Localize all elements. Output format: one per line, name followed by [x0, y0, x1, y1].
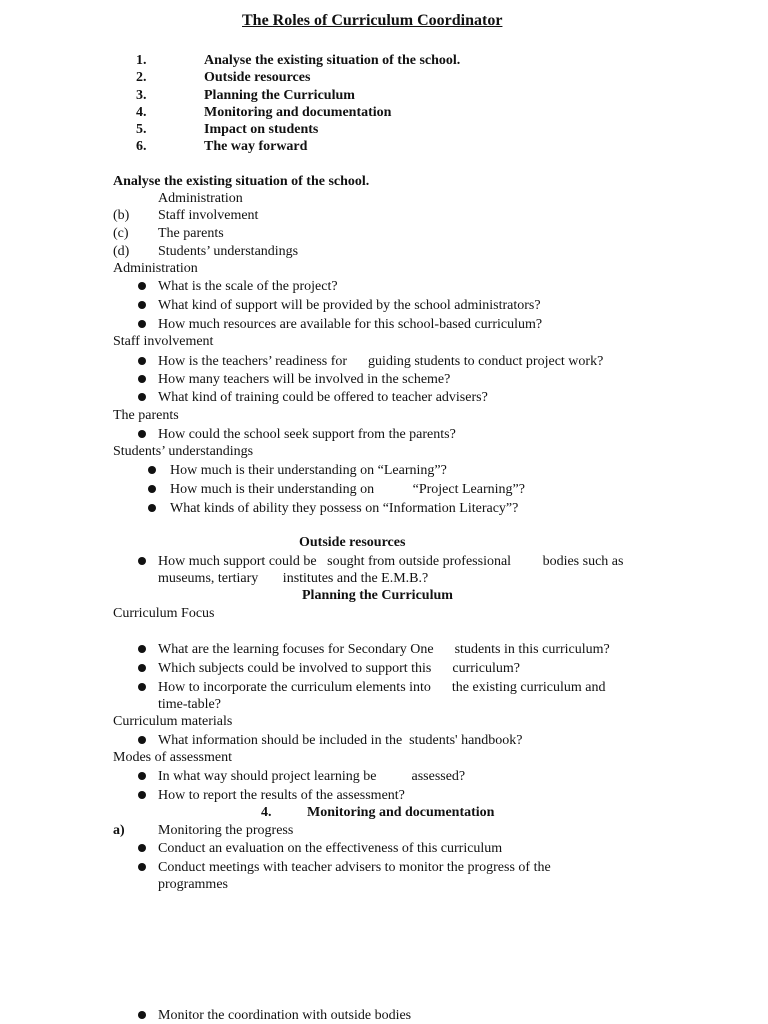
- bullet-icon: [138, 791, 146, 799]
- bullet-text: How could the school seek support from the parents?: [158, 427, 456, 442]
- outline-item: Planning the Curriculum: [204, 88, 355, 103]
- group-label: Curriculum materials: [113, 714, 233, 729]
- item-letter: a): [113, 823, 125, 838]
- section-number: 4.: [261, 805, 272, 820]
- section-heading-monitoring: Monitoring and documentation: [307, 805, 495, 820]
- bullet-text: Conduct meetings with teacher advisers to monitor the progress of the: [158, 860, 551, 875]
- bullet-icon: [138, 393, 146, 401]
- bullet-text: What kinds of ability they possess on “Information Literacy”?: [170, 501, 519, 516]
- sub-item-letter: (d): [113, 244, 130, 259]
- bullet-icon: [138, 683, 146, 691]
- bullet-text-continued: museums, tertiary institutes and the E.M.B.?: [158, 571, 429, 586]
- sub-item-letter: (c): [113, 226, 129, 241]
- bullet-icon: [138, 375, 146, 383]
- bullet-icon: [138, 430, 146, 438]
- sub-item-letter: (b): [113, 208, 130, 223]
- section-heading-planning: Planning the Curriculum: [302, 588, 453, 603]
- bullet-text: How much support could be sought from outside professional bodies such as: [158, 554, 624, 569]
- bullet-icon: [138, 844, 146, 852]
- document-title: The Roles of Curriculum Coordinator: [242, 12, 503, 29]
- section-heading-outside-resources: Outside resources: [299, 535, 406, 550]
- group-label: Curriculum Focus: [113, 606, 215, 621]
- group-label: Staff involvement: [113, 334, 214, 349]
- bullet-icon: [138, 357, 146, 365]
- bullet-text: What information should be included in the students' handbook?: [158, 733, 523, 748]
- bullet-icon: [148, 504, 156, 512]
- outline-num: 4.: [136, 105, 147, 120]
- item-text: Monitoring the progress: [158, 823, 294, 838]
- bullet-icon: [138, 736, 146, 744]
- bullet-icon: [138, 863, 146, 871]
- bullet-text: How to report the results of the assessment?: [158, 788, 405, 803]
- bullet-text-continued: programmes: [158, 877, 228, 892]
- group-label: Administration: [113, 261, 198, 276]
- bullet-text: How much is their understanding on “Learning”?: [170, 463, 447, 478]
- group-label: The parents: [113, 408, 179, 423]
- outline-item: Outside resources: [204, 70, 311, 85]
- bullet-icon: [138, 772, 146, 780]
- outline-item: Impact on students: [204, 122, 319, 137]
- bullet-icon: [138, 320, 146, 328]
- group-label: Students’ understandings: [113, 444, 254, 459]
- bullet-icon: [138, 282, 146, 290]
- bullet-icon: [148, 466, 156, 474]
- sub-item-label: Administration: [158, 191, 243, 206]
- bullet-text: What are the learning focuses for Secondary One students in this curriculum?: [158, 642, 610, 657]
- outline-item: Monitoring and documentation: [204, 105, 392, 120]
- bullet-text: How many teachers will be involved in the scheme?: [158, 372, 451, 387]
- group-label: Modes of assessment: [113, 750, 232, 765]
- outline-num: 5.: [136, 122, 147, 137]
- bullet-icon: [138, 1011, 146, 1019]
- section-heading-analyse: Analyse the existing situation of the school.: [113, 174, 370, 189]
- sub-item-label: Students’ understandings: [158, 244, 299, 259]
- bullet-text: How much is their understanding on “Project Learning”?: [170, 482, 525, 497]
- bullet-text: What kind of support will be provided by the school administrators?: [158, 298, 541, 313]
- sub-item-label: Staff involvement: [158, 208, 259, 223]
- bullet-icon: [138, 645, 146, 653]
- outline-item: The way forward: [204, 139, 308, 154]
- bullet-text: How much resources are available for this school-based curriculum?: [158, 317, 543, 332]
- bullet-text: Monitor the coordination with outside bodies: [158, 1008, 412, 1023]
- outline-num: 2.: [136, 70, 147, 85]
- bullet-text: In what way should project learning be assessed?: [158, 769, 466, 784]
- outline-item: Analyse the existing situation of the school.: [204, 53, 461, 68]
- bullet-icon: [138, 664, 146, 672]
- bullet-text: What is the scale of the project?: [158, 279, 338, 294]
- bullet-icon: [148, 485, 156, 493]
- outline-num: 6.: [136, 139, 147, 154]
- bullet-text: Conduct an evaluation on the effectiveness of this curriculum: [158, 841, 503, 856]
- bullet-text: How to incorporate the curriculum elements into the existing curriculum and: [158, 680, 606, 695]
- bullet-icon: [138, 301, 146, 309]
- bullet-text-continued: time-table?: [158, 697, 221, 712]
- sub-item-label: The parents: [158, 226, 224, 241]
- outline-num: 3.: [136, 88, 147, 103]
- outline-num: 1.: [136, 53, 147, 68]
- bullet-text: How is the teachers’ readiness for guiding students to conduct project work?: [158, 354, 604, 369]
- bullet-text: Which subjects could be involved to support this curriculum?: [158, 661, 520, 676]
- bullet-icon: [138, 557, 146, 565]
- bullet-text: What kind of training could be offered to teacher advisers?: [158, 390, 488, 405]
